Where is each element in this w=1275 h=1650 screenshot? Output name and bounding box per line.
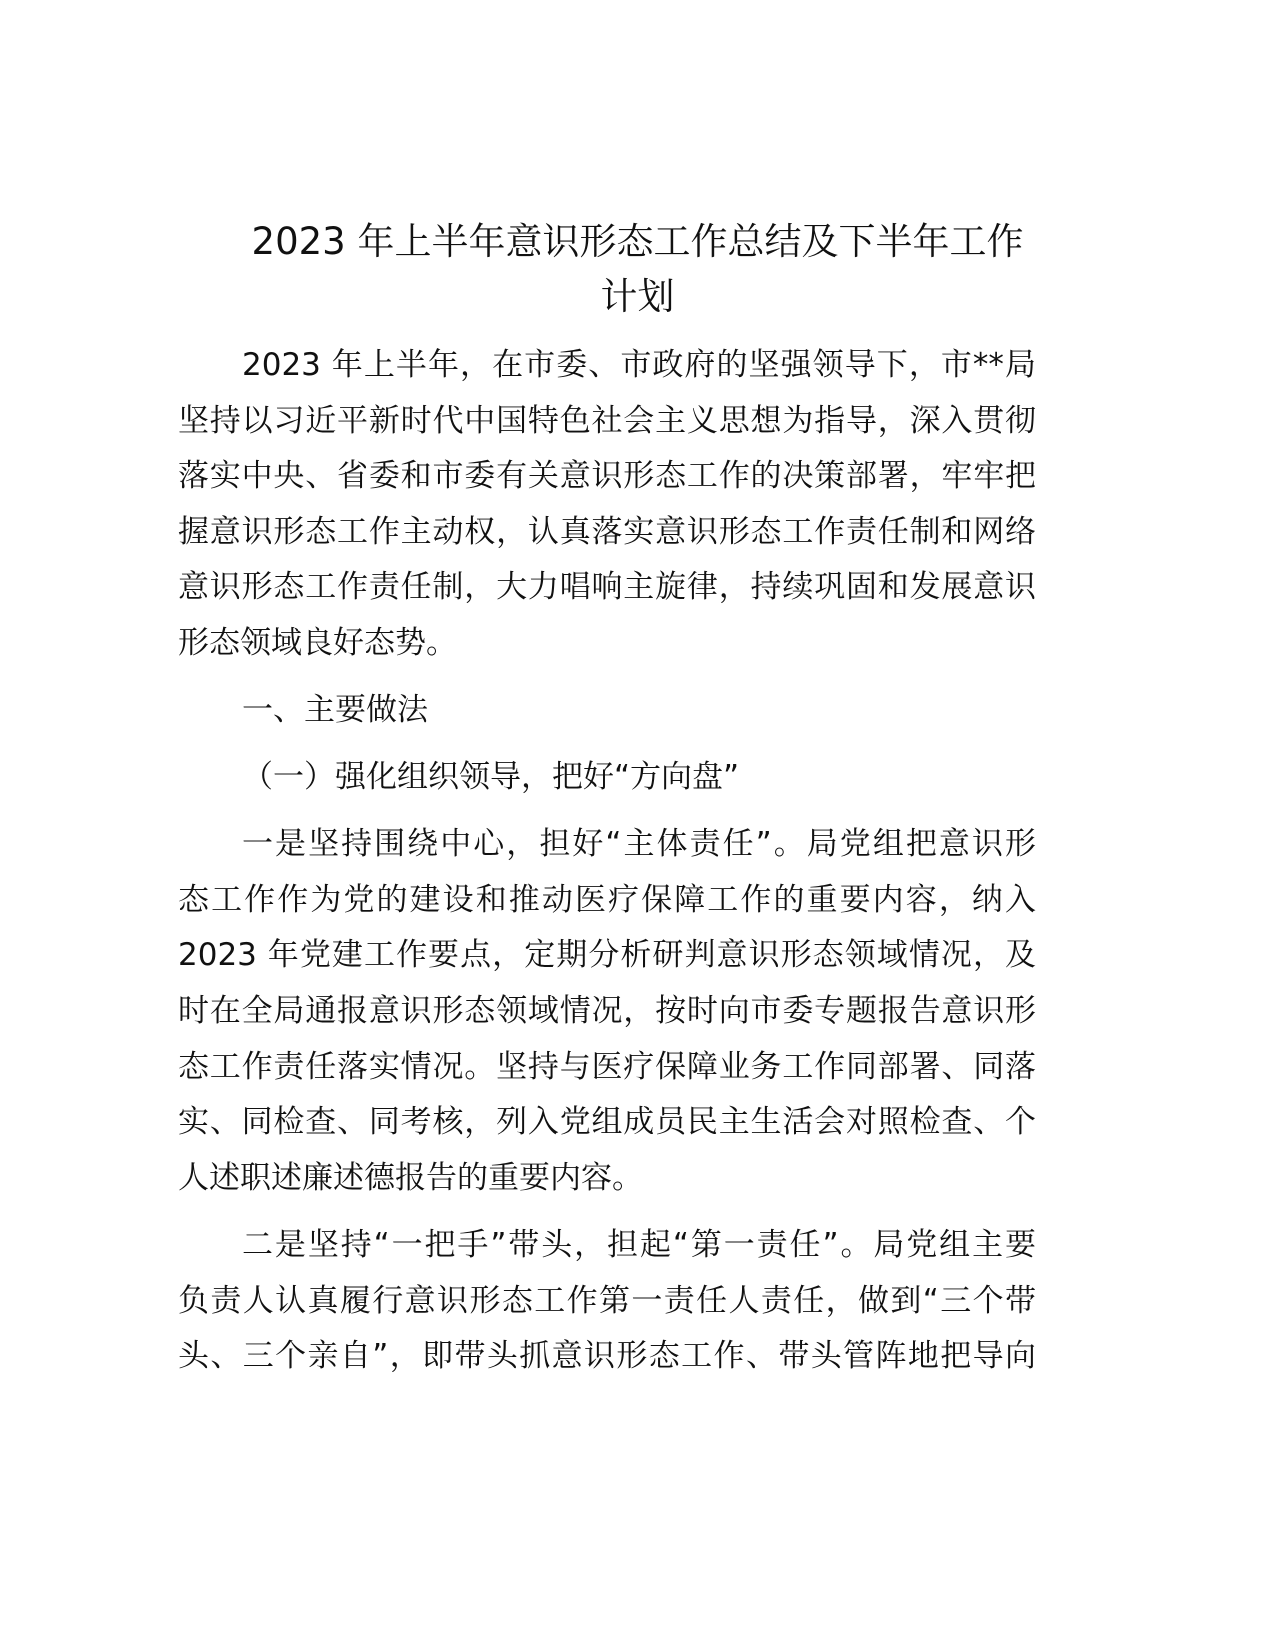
text-line: 意识形态工作责任制，大力唱响主旋律，持续巩固和发展意识 — [178, 569, 1036, 606]
document-title — [150, 214, 1125, 324]
document-body — [178, 338, 1036, 1396]
text-line: 实、同检查、同考核，列入党组成员民主生活会对照检查、个 — [178, 1104, 1036, 1141]
text-line: 一是坚持围绕中心，担好“主体责任”。局党组把意识形 — [242, 826, 1036, 863]
text-line: 一、主要做法 — [242, 692, 428, 729]
text-line: 时在全局通报意识形态领域情况，按时向市委专题报告意识形 — [178, 993, 1036, 1030]
text-line: 负责人认真履行意识形态工作第一责任人责任，做到“三个带 — [178, 1282, 1036, 1319]
text-line: 态工作作为党的建设和推动医疗保障工作的重要内容，纳入 — [178, 881, 1036, 918]
text-line: 二是坚持“一把手”带头，担起“第一责任”。局党组主要 — [242, 1226, 1036, 1263]
title-line: 计划 — [600, 275, 675, 318]
text-line: 形态领域良好态势。 — [178, 624, 457, 661]
text-line: 坚持以习近平新时代中国特色社会主义思想为指导，深入贯彻 — [178, 402, 1036, 439]
paragraph — [178, 750, 1036, 806]
text-line: （一）强化组织领导，把好“方向盘” — [242, 759, 740, 796]
text-line: 态工作责任落实情况。坚持与医疗保障业务工作同部署、同落 — [178, 1048, 1036, 1085]
paragraph — [178, 1218, 1036, 1385]
text-line: 2023 年上半年，在市委、市政府的坚强领导下，市**局 — [242, 347, 1036, 383]
text-line: 落实中央、省委和市委有关意识形态工作的决策部署，牢牢把 — [178, 458, 1036, 495]
text-line: 头、三个亲自”，即带头抓意识形态工作、带头管阵地把导向 — [178, 1338, 1036, 1375]
title-line: 2023 年上半年意识形态工作总结及下半年工作 — [251, 220, 1024, 263]
text-line: 握意识形态工作主动权，认真落实意识形态工作责任制和网络 — [178, 513, 1036, 550]
text-line: 人述职述廉述德报告的重要内容。 — [178, 1159, 643, 1196]
text-line: 2023 年党建工作要点，定期分析研判意识形态领域情况，及 — [178, 937, 1036, 974]
paragraph — [178, 338, 1036, 672]
paragraph — [178, 683, 1036, 739]
paragraph — [178, 817, 1036, 1206]
